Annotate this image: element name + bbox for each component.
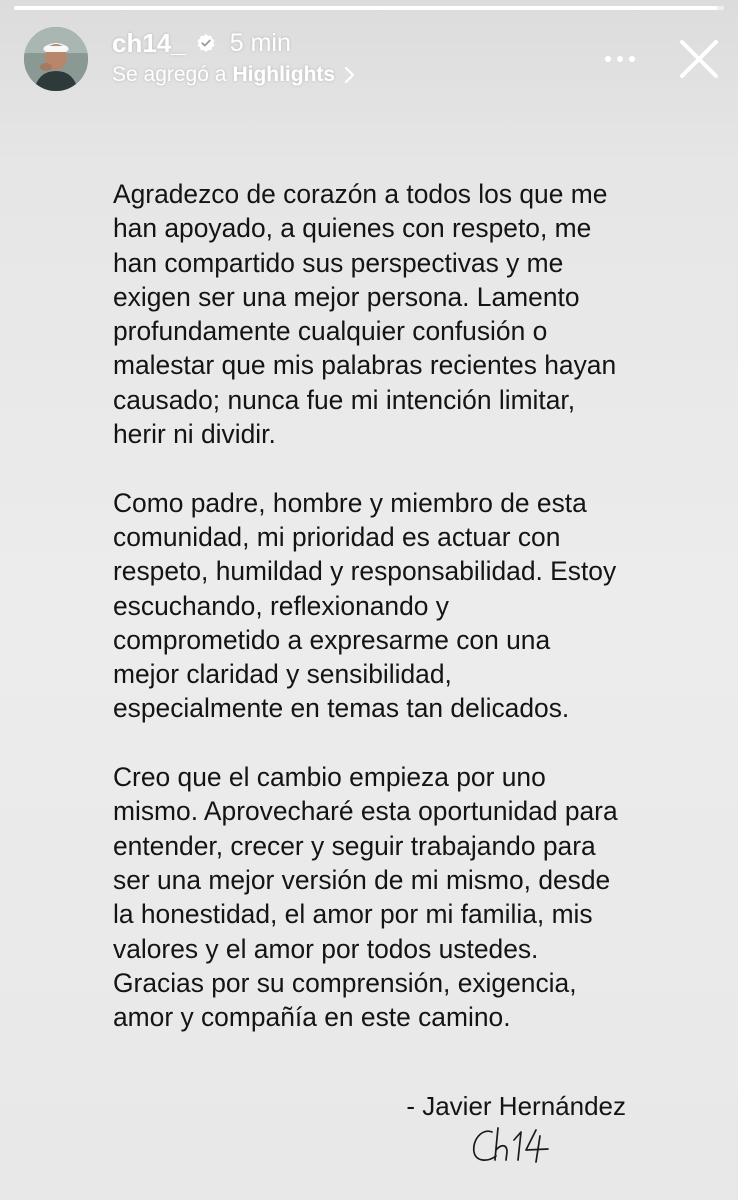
highlights-link[interactable] bbox=[112, 62, 357, 88]
close-button[interactable] bbox=[676, 36, 722, 82]
statement-paragraph: Agradezco de corazón a todos los que me han apoyado, a quienes con respeto, me han compartido sus perspectivas y me exigen ser una mejor persona. Lamento profundamente cualquier confusión o malestar que mis palabras recientes hayan causado; nunca fue mi intención limitar, herir ni dividir. bbox=[113, 179, 617, 450]
avatar[interactable] bbox=[24, 27, 88, 91]
story-progress-bar bbox=[14, 6, 724, 10]
more-options-button[interactable] bbox=[600, 44, 640, 74]
story-progress-fill bbox=[14, 6, 717, 10]
profile-photo bbox=[24, 27, 88, 91]
close-icon bbox=[676, 36, 722, 82]
story-timestamp: 5 min bbox=[229, 28, 291, 57]
chevron-right-icon bbox=[343, 65, 357, 85]
highlights-name: Highlights bbox=[232, 63, 336, 86]
statement-text bbox=[113, 177, 653, 1069]
verified-badge-icon bbox=[196, 33, 216, 53]
handwritten-signature bbox=[468, 1122, 558, 1170]
more-options-icon bbox=[600, 44, 640, 74]
statement-paragraph: Como padre, hombre y miembro de esta comunidad, mi prioridad es actuar con respeto, humildad y responsabilidad. Estoy escuchando, reflexionando y comprometido a expresarme con una mejor claridad y sensibilidad, especialmente en temas tan delicados. bbox=[113, 487, 617, 724]
username[interactable]: ch14_ bbox=[112, 27, 186, 58]
signature-name: - Javier Hernández bbox=[406, 1091, 626, 1121]
story-header-top bbox=[112, 26, 291, 60]
added-to-label: Se agregó a bbox=[112, 63, 227, 86]
statement-paragraph: Creo que el cambio empieza por uno mismo. Aprovecharé esta oportunidad para entender, crecer y seguir trabajando para ser una mejor versión de mi mismo, desde la honestidad, el amor por mi familia, mis valores y el amor por todos ustedes. Gracias por su comprensión, exigencia, amor y compañía en este camino. bbox=[113, 762, 618, 1033]
